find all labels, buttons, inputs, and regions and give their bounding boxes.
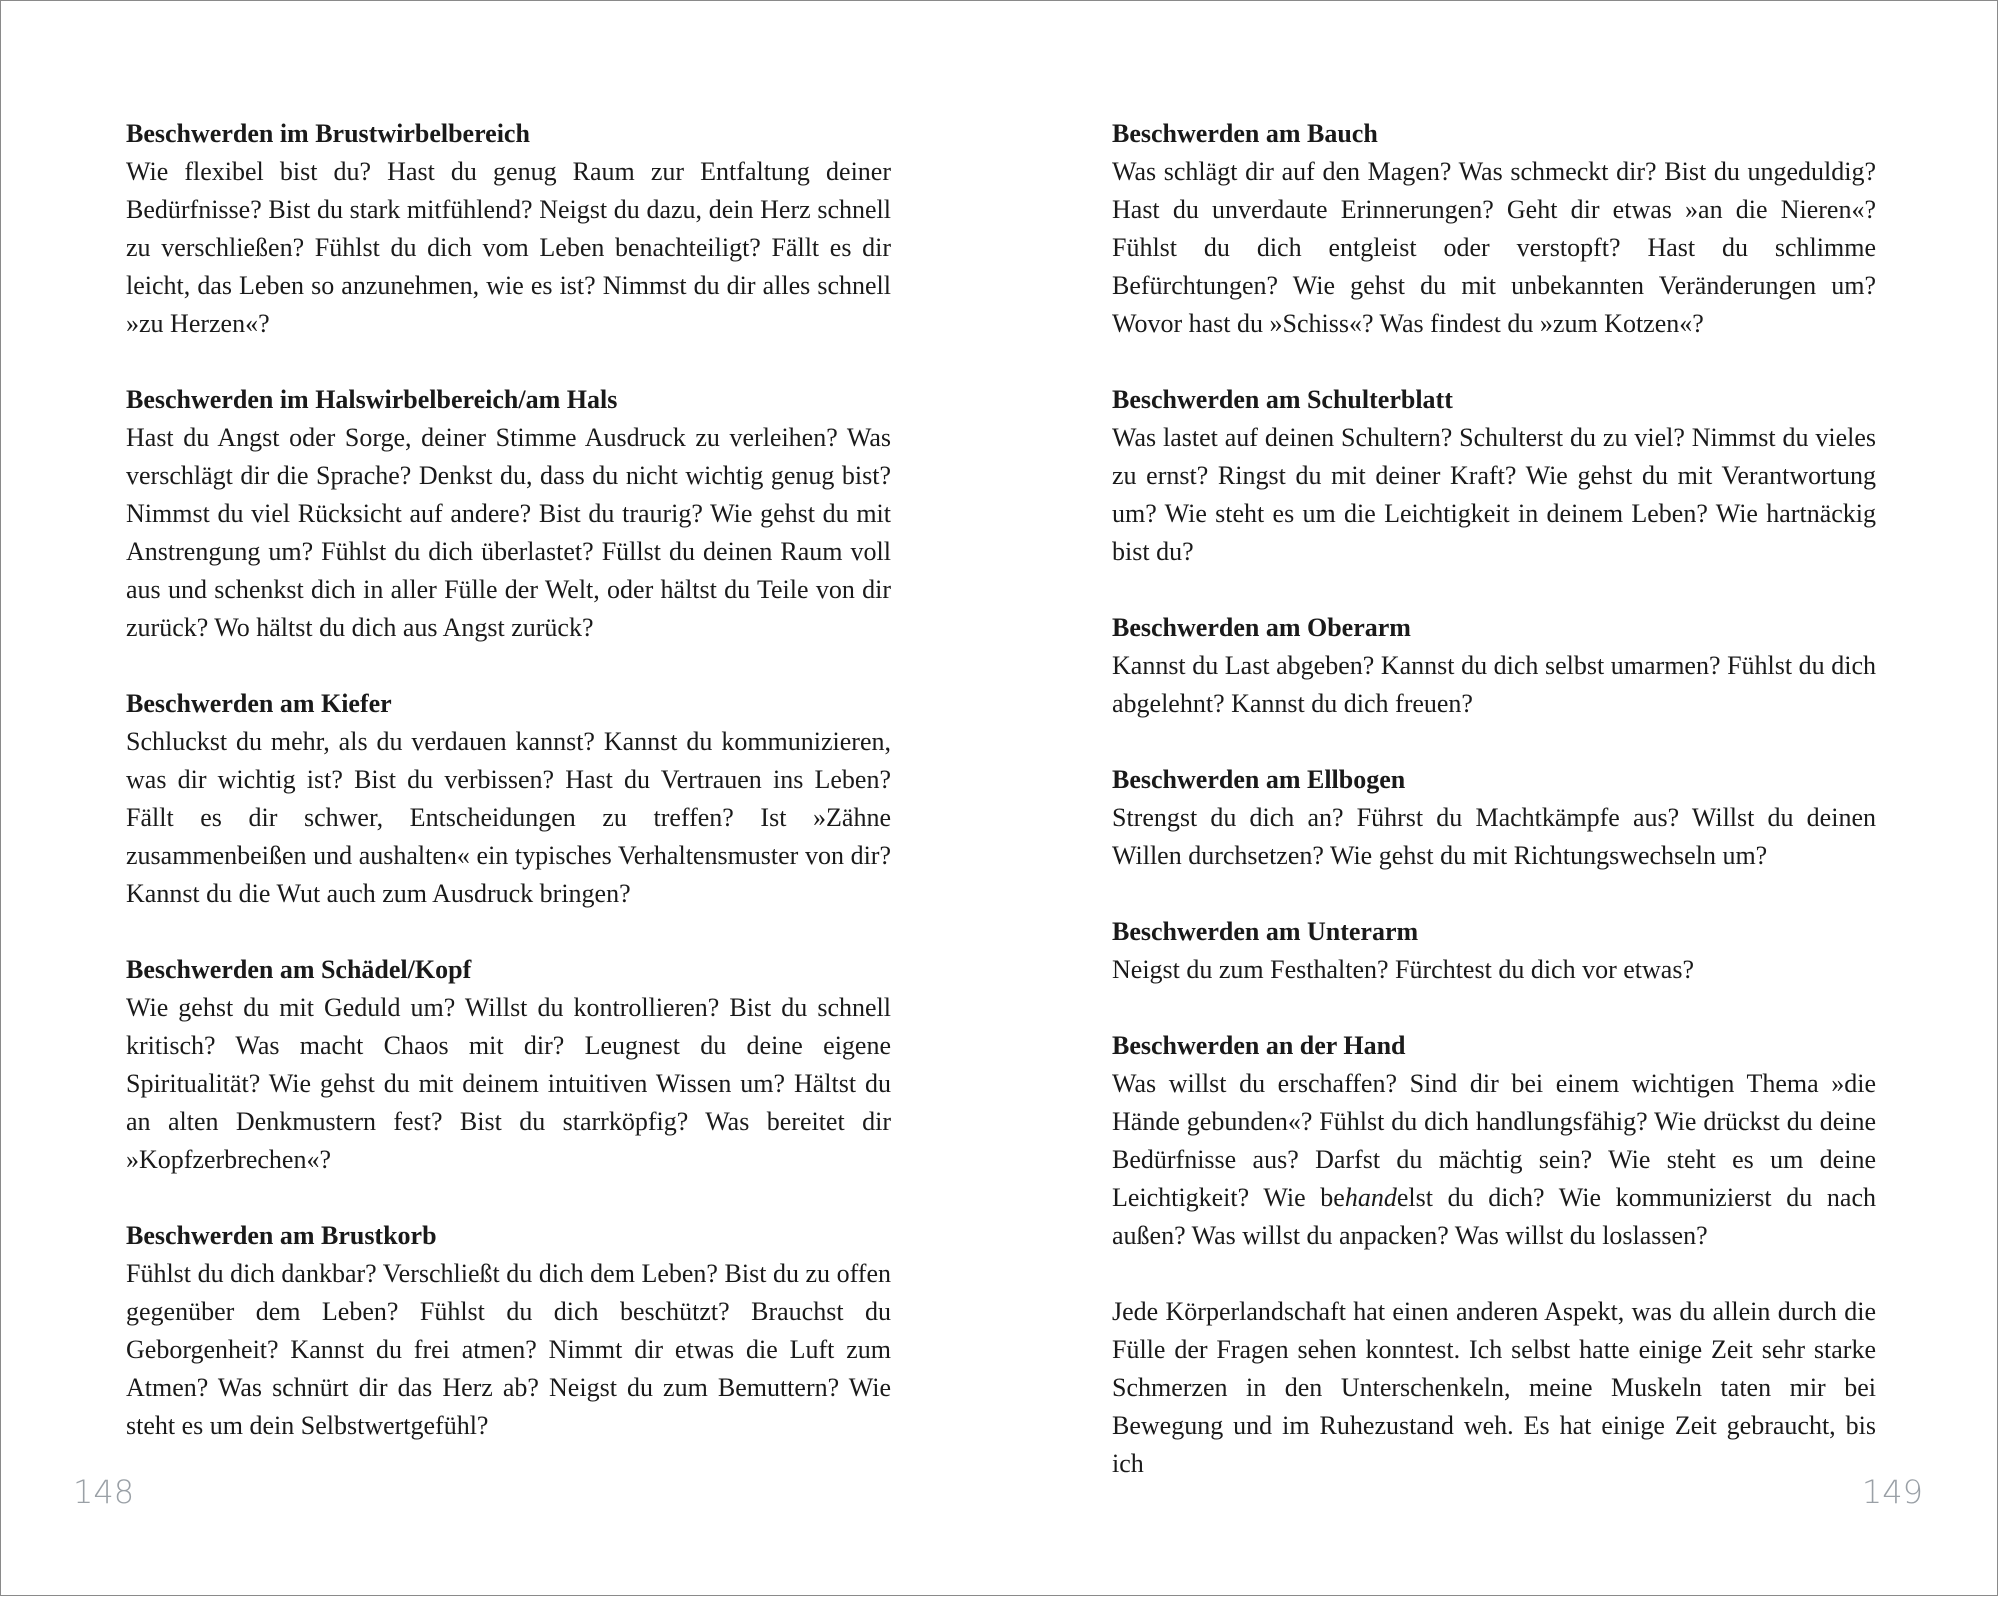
page-number: 149 <box>1861 1473 1923 1511</box>
page-number: 148 <box>73 1473 135 1511</box>
right-text-column <box>1112 115 1876 1483</box>
section-unterarm <box>1112 913 1876 989</box>
section-hand <box>1112 1027 1876 1255</box>
section-body: Neigst du zum Festhalten? Fürchtest du dich vor etwas? <box>1112 955 1694 984</box>
section-kiefer <box>126 685 891 913</box>
section-body <box>1112 1065 1876 1255</box>
section-heading: Beschwerden im Halswirbelbereich/am Hals <box>126 385 618 414</box>
left-text-column <box>126 115 891 1483</box>
body-text-italic: hand <box>1344 1183 1397 1212</box>
section-bauch <box>1112 115 1876 343</box>
section-body: Strengst du dich an? Führst du Machtkämpfe aus? Willst du deinen Willen durchsetzen? Wie gehst du mit Richtungswechseln um? <box>1112 803 1876 870</box>
section-heading: Beschwerden am Kiefer <box>126 689 392 718</box>
section-body: Fühlst du dich dankbar? Verschließt du dich dem Leben? Bist du zu offen gegenüber dem Leben? Fühlst du dich beschützt? Brauchst du Geborgenheit? Kannst du frei atmen? Nimmt dir etwas die Luft zum Atmen? Was schnürt dir das Herz ab? Neigst du zum Bemuttern? Wie steht es um dein Selbstwertgefühl? <box>126 1259 891 1440</box>
right-page <box>1000 1 1999 1597</box>
section-body: Wie gehst du mit Geduld um? Willst du kontrollieren? Bist du schnell kritisch? Was macht Chaos mit dir? Leugnest du deine eigene Spiritualität? Wie gehst du mit deinem intuitiven Wissen um? Hältst du an alten Denkmustern fest? Bist du starrköpfig? Was bereitet dir »Kopfzerbrechen«? <box>126 993 891 1174</box>
section-heading: Beschwerden am Bauch <box>1112 119 1378 148</box>
section-heading: Beschwerden am Brustkorb <box>126 1221 437 1250</box>
left-page <box>1 1 1000 1597</box>
body-text-after: elst du dich? Wie kommunizierst du nach außen? Was willst du anpacken? Was willst du loslassen? <box>1112 1183 1876 1250</box>
section-heading: Beschwerden am Schädel/Kopf <box>126 955 472 984</box>
section-heading: Beschwerden am Ellbogen <box>1112 765 1406 794</box>
section-oberarm <box>1112 609 1876 723</box>
section-heading: Beschwerden am Unterarm <box>1112 917 1419 946</box>
section-body: Kannst du Last abgeben? Kannst du dich selbst umarmen? Fühlst du dich abgelehnt? Kannst du dich freuen? <box>1112 651 1876 718</box>
section-heading: Beschwerden am Oberarm <box>1112 613 1411 642</box>
section-ellbogen <box>1112 761 1876 875</box>
section-body: Schluckst du mehr, als du verdauen kannst? Kannst du kommunizieren, was dir wichtig ist? Bist du verbissen? Hast du Vertrauen ins Leben? Fällt es dir schwer, Entscheidungen zu treffen? Ist »Zähne zusammenbeißen und aushalten« ein typisches Verhaltensmuster von dir? Kannst du die Wut auch zum Ausdruck bringen? <box>126 727 891 908</box>
section-heading: Beschwerden im Brustwirbelbereich <box>126 119 530 148</box>
section-halswirbel <box>126 381 891 647</box>
section-heading: Beschwerden am Schulterblatt <box>1112 385 1453 414</box>
section-heading: Beschwerden an der Hand <box>1112 1031 1406 1060</box>
body-text-before: Was willst du erschaffen? Sind dir bei einem wichtigen Thema »die Hände gebunden«? Fühlst du dich handlungsfähig? Wie drückst du deine Bedürfnisse aus? Darfst du mächtig sein? Wie steht es um deine Leichtigkeit? Wie be <box>1112 1069 1876 1212</box>
section-schulterblatt <box>1112 381 1876 571</box>
section-brustwirbel <box>126 115 891 343</box>
section-schaedel <box>126 951 891 1179</box>
section-brustkorb <box>126 1217 891 1445</box>
section-body: Hast du Angst oder Sorge, deiner Stimme Ausdruck zu verleihen? Was verschlägt dir die Sprache? Denkst du, dass du nicht wichtig genug bist? Nimmst du viel Rücksicht auf andere? Bist du traurig? Wie gehst du mit Anstrengung um? Fühlst du dich überlastet? Füllst du deinen Raum voll aus und schenkst dich in aller Fülle der Welt, oder hältst du Teile von dir zurück? Wo hältst du dich aus Angst zurück? <box>126 423 891 642</box>
section-body: Was lastet auf deinen Schultern? Schulterst du zu viel? Nimmst du vieles zu ernst? Ringst du mit deiner Kraft? Wie gehst du mit Verantwortung um? Wie steht es um die Leichtigkeit in deinem Leben? Wie hartnäckig bist du? <box>1112 423 1876 566</box>
section-body: Wie flexibel bist du? Hast du genug Raum zur Entfaltung deiner Bedürfnisse? Bist du stark mitfühlend? Neigst du dazu, dein Herz schnell zu verschließen? Fühlst du dich vom Leben benachteiligt? Fällt es dir leicht, das Leben so anzunehmen, wie es ist? Nimmst du dir alles schnell »zu Herzen«? <box>126 157 891 338</box>
closing-paragraph: Jede Körperlandschaft hat einen anderen Aspekt, was du allein durch die Fülle der Fragen sehen konntest. Ich selbst hatte einige Zeit sehr starke Schmerzen in den Unterschenkeln, meine Muskeln taten mir bei Bewegung und im Ruhezustand weh. Es hat einige Zeit gebraucht, bis ich <box>1112 1297 1876 1478</box>
section-body: Was schlägt dir auf den Magen? Was schmeckt dir? Bist du ungeduldig? Hast du unverdaute Erinnerungen? Geht dir etwas »an die Nieren«? Fühlst du dich entgleist oder verstopft? Hast du schlimme Befürchtungen? Wie gehst du mit unbekannten Veränderungen um? Wovor hast du »Schiss«? Was findest du »zum Kotzen«? <box>1112 157 1876 338</box>
